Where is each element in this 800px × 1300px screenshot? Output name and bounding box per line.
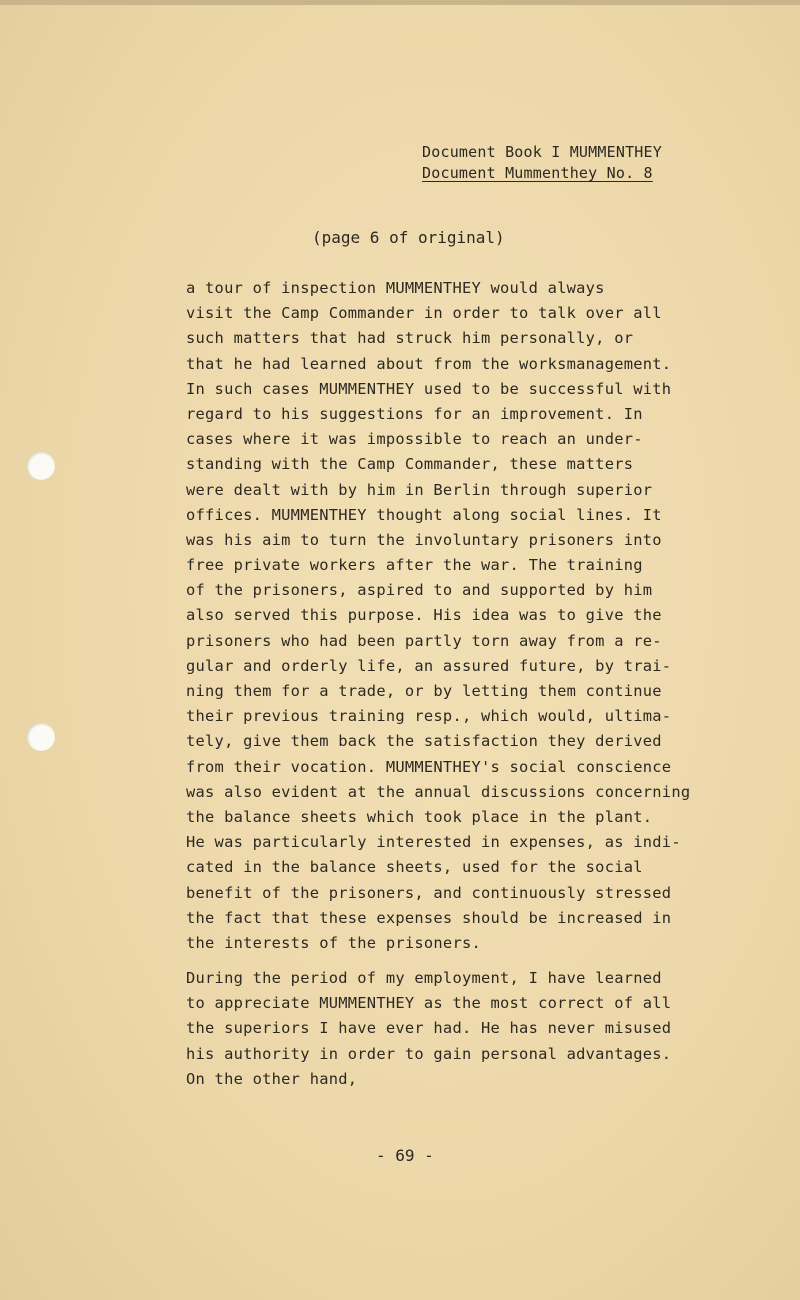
top-edge — [0, 0, 800, 5]
text-line: his authority in order to gain personal advantages. — [186, 1044, 672, 1063]
paragraph-2 — [186, 966, 766, 1092]
punch-hole-top — [27, 452, 55, 480]
text-line: regard to his suggestions for an improvement. In — [186, 404, 643, 423]
text-line: In such cases MUMMENTHEY used to be successful with — [186, 379, 672, 398]
text-line: the fact that these expenses should be increased in — [186, 908, 672, 927]
text-line: also served this purpose. His idea was to give the — [186, 606, 662, 625]
text-line: gular and orderly life, an assured future, by trai- — [186, 656, 672, 675]
text-line: offices. MUMMENTHEY thought along social lines. It — [186, 505, 662, 524]
document-number: Document Mummenthey No. 8 — [422, 164, 653, 182]
text-line: free private workers after the war. The training — [186, 556, 643, 575]
body-text — [186, 276, 766, 1092]
text-line: was also evident at the annual discussions concerning — [186, 782, 691, 801]
text-line: ning them for a trade, or by letting them continue — [186, 682, 662, 700]
page-note: (page 6 of original) — [312, 228, 505, 247]
text-line: such matters that had struck him personally, or — [186, 329, 634, 348]
text-line: were dealt with by him in Berlin through superior — [186, 480, 653, 499]
text-line: a tour of inspection MUMMENTHEY would always — [186, 279, 605, 297]
text-line: cated in the balance sheets, used for the social — [186, 858, 643, 877]
text-line: standing with the Camp Commander, these matters — [186, 455, 634, 474]
text-line: to appreciate MUMMENTHEY as the most correct of all — [186, 994, 672, 1013]
text-line: that he had learned about from the worksmanagement. — [186, 354, 672, 373]
text-line: prisoners who had been partly torn away from a re- — [186, 631, 662, 650]
paragraph-gap — [186, 956, 766, 966]
document-header — [422, 142, 662, 184]
text-line: He was particularly interested in expenses, as indi- — [186, 833, 681, 852]
text-line: was his aim to turn the involuntary prisoners into — [186, 530, 662, 549]
text-line: tely, give them back the satisfaction they derived — [186, 732, 662, 751]
punch-hole-bottom — [27, 723, 55, 751]
text-line: On the other hand, — [186, 1069, 358, 1088]
text-line: visit the Camp Commander in order to talk over all — [186, 304, 662, 323]
text-line: their previous training resp., which would, ultima- — [186, 707, 672, 726]
text-line: the balance sheets which took place in the plant. — [186, 807, 653, 826]
text-line: from their vocation. MUMMENTHEY's social conscience — [186, 757, 672, 776]
text-line: of the prisoners, aspired to and supported by him — [186, 581, 653, 600]
page-number: - 69 - — [376, 1146, 434, 1165]
text-line: benefit of the prisoners, and continuously stressed — [186, 883, 672, 902]
text-line: During the period of my employment, I have learned — [186, 969, 662, 988]
text-line: the superiors I have ever had. He has never misused — [186, 1019, 672, 1038]
text-line: the interests of the prisoners. — [186, 933, 481, 952]
paragraph-1 — [186, 276, 766, 956]
document-book-title: Document Book I MUMMENTHEY — [422, 143, 662, 161]
text-line: cases where it was impossible to reach an under- — [186, 430, 643, 449]
